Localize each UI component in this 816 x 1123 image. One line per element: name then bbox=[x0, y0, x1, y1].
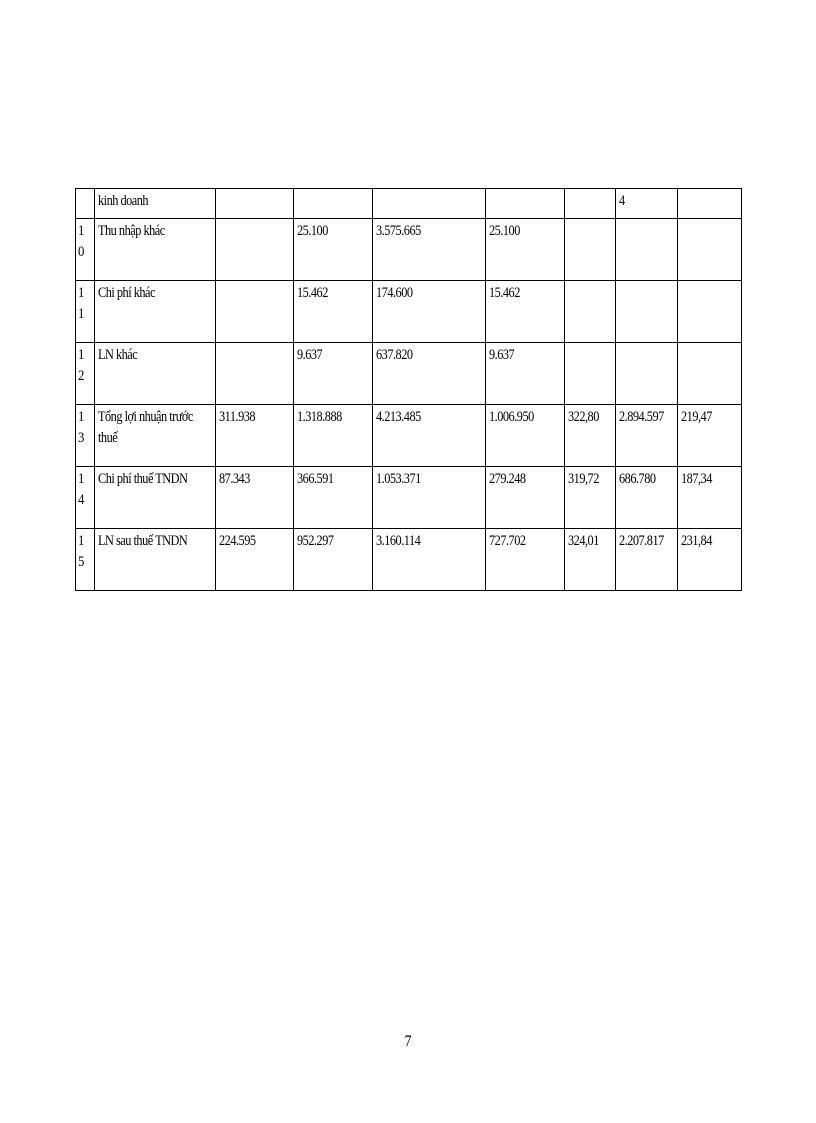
table-cell: 87.343 bbox=[216, 467, 294, 529]
row-label: LN sau thuế TNDN bbox=[95, 529, 216, 591]
table-cell: 3.575.665 bbox=[373, 219, 486, 281]
table-cell: 25.100 bbox=[486, 219, 565, 281]
table-cell bbox=[565, 343, 616, 405]
table-cell bbox=[616, 219, 678, 281]
table-cell bbox=[565, 281, 616, 343]
table-cell bbox=[216, 281, 294, 343]
table-cell bbox=[486, 189, 565, 219]
row-index: 10 bbox=[76, 219, 95, 281]
table-cell: 174.600 bbox=[373, 281, 486, 343]
table-row bbox=[76, 529, 742, 591]
table-cell bbox=[678, 189, 742, 219]
table-row bbox=[76, 219, 742, 281]
table-cell bbox=[216, 219, 294, 281]
table-cell: 311.938 bbox=[216, 405, 294, 467]
row-label: Tổng lợi nhuận trước thuế bbox=[95, 405, 216, 467]
table-cell: 1.006.950 bbox=[486, 405, 565, 467]
table-cell bbox=[565, 189, 616, 219]
row-label: kinh doanh bbox=[95, 189, 216, 219]
page-number: 7 bbox=[404, 1033, 412, 1050]
table-cell: 3.160.114 bbox=[373, 529, 486, 591]
table-row bbox=[76, 189, 742, 219]
table-cell: 319,72 bbox=[565, 467, 616, 529]
table-cell: 637.820 bbox=[373, 343, 486, 405]
table-cell bbox=[678, 281, 742, 343]
table-cell: 1.053.371 bbox=[373, 467, 486, 529]
row-index: 15 bbox=[76, 529, 95, 591]
table-cell: 1.318.888 bbox=[294, 405, 373, 467]
table-cell: 279.248 bbox=[486, 467, 565, 529]
table-cell bbox=[216, 189, 294, 219]
table-row bbox=[76, 467, 742, 529]
table-cell: 366.591 bbox=[294, 467, 373, 529]
table-cell bbox=[678, 219, 742, 281]
table-cell: 187,34 bbox=[678, 467, 742, 529]
table-cell: 15.462 bbox=[486, 281, 565, 343]
table-row bbox=[76, 281, 742, 343]
table-row bbox=[76, 343, 742, 405]
table-row bbox=[76, 405, 742, 467]
table-cell: 9.637 bbox=[294, 343, 373, 405]
row-index: 12 bbox=[76, 343, 95, 405]
table-cell bbox=[678, 343, 742, 405]
table-cell: 727.702 bbox=[486, 529, 565, 591]
row-label: Chi phí khác bbox=[95, 281, 216, 343]
table-cell bbox=[294, 189, 373, 219]
row-index: 13 bbox=[76, 405, 95, 467]
table-cell bbox=[616, 343, 678, 405]
table-cell: 231,84 bbox=[678, 529, 742, 591]
table-cell: 219,47 bbox=[678, 405, 742, 467]
financial-table bbox=[75, 188, 742, 591]
row-label: Thu nhập khác bbox=[95, 219, 216, 281]
row-index bbox=[76, 189, 95, 219]
table-cell: 2.207.817 bbox=[616, 529, 678, 591]
table-cell: 952.297 bbox=[294, 529, 373, 591]
table-cell bbox=[216, 343, 294, 405]
table-cell: 4 bbox=[616, 189, 678, 219]
table-cell: 224.595 bbox=[216, 529, 294, 591]
row-label: Chi phí thuế TNDN bbox=[95, 467, 216, 529]
table-cell bbox=[373, 189, 486, 219]
table-cell: 4.213.485 bbox=[373, 405, 486, 467]
table-cell: 322,80 bbox=[565, 405, 616, 467]
table-cell: 15.462 bbox=[294, 281, 373, 343]
table-cell: 25.100 bbox=[294, 219, 373, 281]
table-cell bbox=[616, 281, 678, 343]
row-index: 11 bbox=[76, 281, 95, 343]
row-index: 14 bbox=[76, 467, 95, 529]
table-cell: 686.780 bbox=[616, 467, 678, 529]
table-cell: 324,01 bbox=[565, 529, 616, 591]
table-cell: 2.894.597 bbox=[616, 405, 678, 467]
row-label: LN khác bbox=[95, 343, 216, 405]
table-cell: 9.637 bbox=[486, 343, 565, 405]
table-cell bbox=[565, 219, 616, 281]
